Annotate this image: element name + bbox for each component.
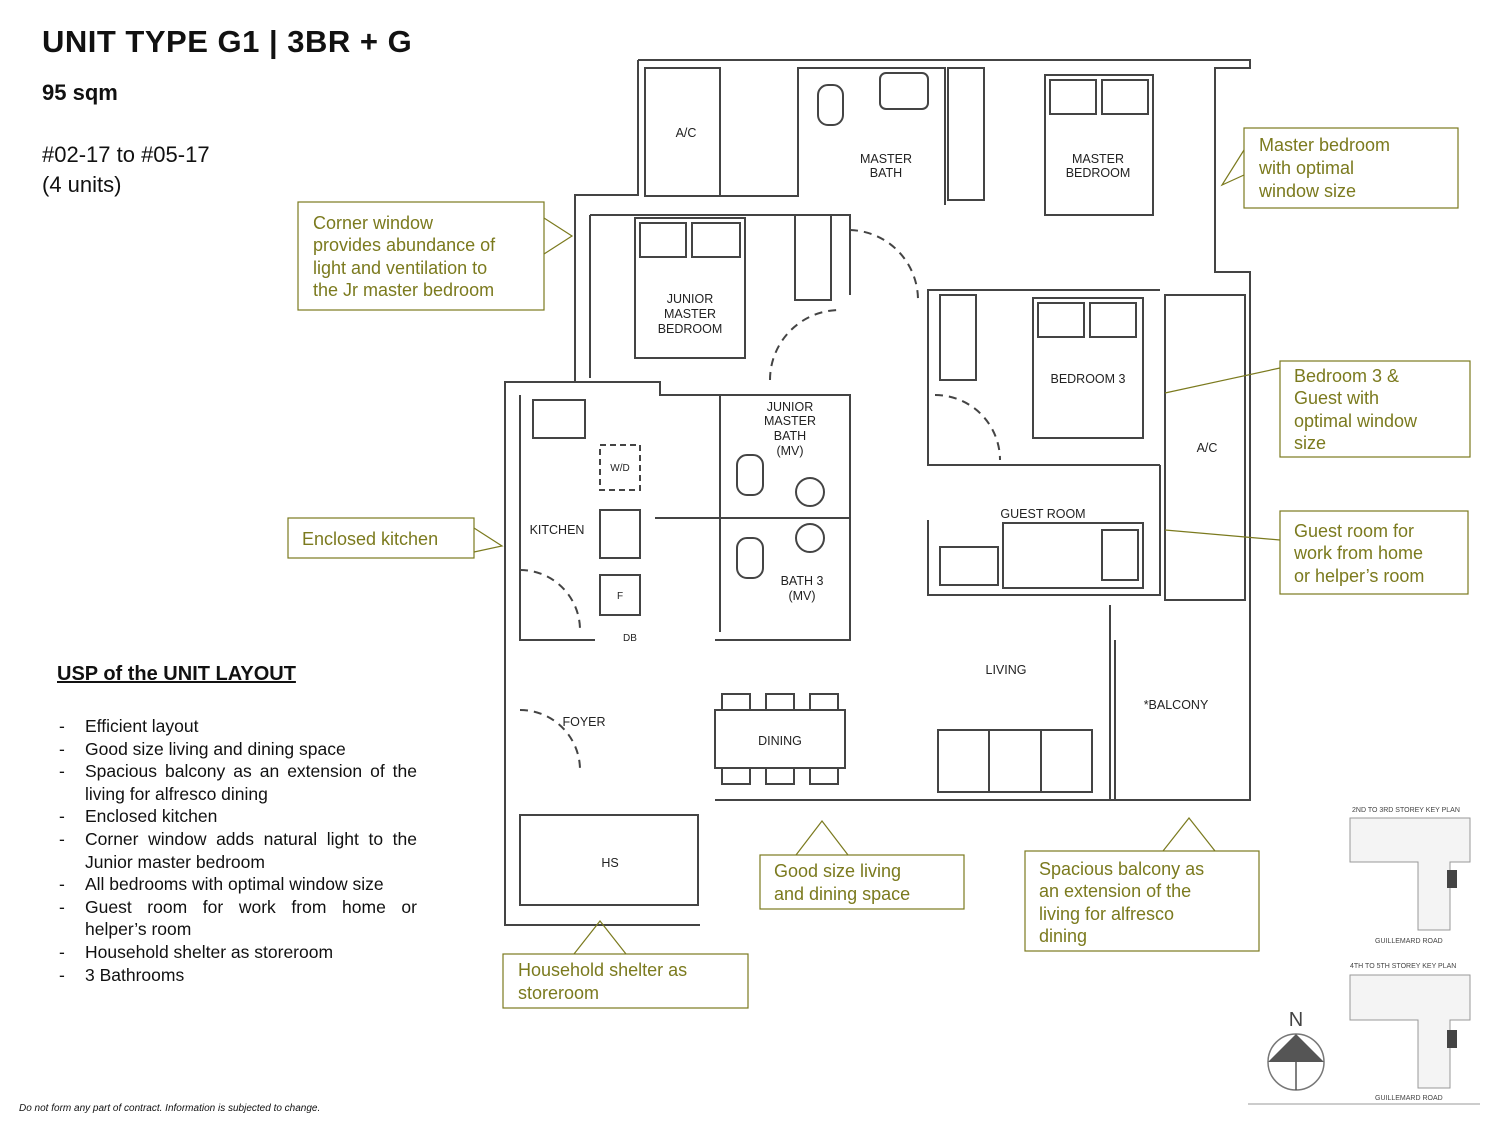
callout-pointer [1222,150,1244,185]
room-label-db: DB [623,633,637,644]
wc-jr [737,455,763,495]
usp-item: - Corner window adds natural light to the Junior master bedroom [57,828,417,873]
jr-pillow [640,223,686,257]
north-label: N [1288,1009,1304,1031]
master-bath-walls [720,68,945,196]
dining-chair [766,694,794,710]
callout-master-text: with optimal [1259,158,1355,178]
room-label-bath3: BATH 3 [780,574,824,588]
callout-bed3-text: size [1294,433,1327,453]
callout-balcony-text: living for alfresco [1039,904,1175,924]
guest-wardrobe [940,547,998,585]
usp-item: - Enclosed kitchen [57,805,417,828]
door-swing [770,310,840,380]
room-label-jr-master: BEDROOM [657,322,723,336]
key-plan-upper [1350,807,1470,945]
room-label-jr-master: JUNIOR [666,292,714,306]
callout-master-text: Master bedroom [1259,135,1391,155]
key-plan-unit-marker [1447,870,1457,888]
door-swing [935,395,1000,460]
basin-jr [796,478,824,506]
room-label-jr-master: MASTER [663,307,717,321]
callout-pointer [544,218,572,254]
room-label-kitchen: KITCHEN [529,523,585,537]
room-label-master-bath: BATH [869,166,903,180]
jr-wardrobe [795,215,831,300]
door-swing [850,230,918,300]
door-swing [520,570,580,630]
wc-bath3 [737,538,763,578]
basin-master [880,73,928,109]
callout-bed3-text: optimal window [1294,411,1418,431]
room-label-dining: DINING [758,734,802,748]
key-plan-title: 4TH TO 5TH STOREY KEY PLAN [1350,963,1457,970]
dining-chair [722,768,750,784]
kitchen-sink [533,400,585,438]
room-label-jr-bath: BATH [773,429,807,443]
room-label-wd: W/D [610,463,630,474]
usp-item: - Spacious balcony as an extension of the living for alfresco dining [57,760,417,805]
callout-corner-text: light and ventilation to [313,258,488,278]
usp-item: - Good size living and dining space [57,738,417,761]
room-label-foyer: FOYER [562,715,606,729]
kitchen-walls [520,395,595,640]
usp-item: - Guest room for work from home or helper’s room [57,896,417,941]
callout-bed3-text: Guest with [1294,388,1380,408]
room-label-jr-bath: JUNIOR [766,400,814,414]
dining-chair [766,768,794,784]
callout-guest-text: work from home [1294,543,1424,563]
key-plan-lower [1350,963,1470,1102]
jr-master-walls [590,215,850,295]
callout-living-text: Good size living [774,861,902,881]
jr-pillow [692,223,740,257]
callout-pointer [1165,530,1280,540]
dining-chair [722,694,750,710]
room-label-ac-top: A/C [675,126,697,140]
callout-balcony-text: Spacious balcony as [1039,859,1205,879]
room-label-balcony: *BALCONY [1143,698,1209,712]
bed3-pillow [1038,303,1084,337]
basin-bath3 [796,524,824,552]
callout-hs-text: storeroom [518,983,600,1003]
wc-master [818,85,843,125]
bed3-pillow [1090,303,1136,337]
room-label-master-bedroom: MASTER [1071,152,1125,166]
callout-kitchen-text: Enclosed kitchen [302,529,439,549]
callout-guest-text: Guest room for [1294,521,1415,541]
callout-guest-text: or helper’s room [1294,566,1425,586]
room-label-bedroom3: BEDROOM 3 [1050,372,1126,386]
room-label-bath3: (MV) [788,589,816,603]
unit-count-text: (4 units) [42,172,122,197]
unit-range-text: #02-17 to #05-17 [42,142,210,167]
callout-bed3-text: Bedroom 3 & [1294,366,1400,386]
key-plan-title: 2ND TO 3RD STOREY KEY PLAN [1352,807,1460,814]
room-label-fridge: F [616,591,624,602]
unit-type-title: UNIT TYPE G1 | 3BR + G [42,24,413,59]
master-pillow [1102,80,1148,114]
bed3-wardrobe [940,295,976,380]
master-bed [1045,75,1153,215]
key-plan-unit-marker [1447,1030,1457,1048]
guest-bed [1003,523,1143,588]
master-pillow [1050,80,1096,114]
room-label-guest: GUEST ROOM [1000,507,1086,521]
sofa [938,730,1092,792]
disclaimer: Do not form any part of contract. Information is subjected to change. [19,1103,321,1114]
usp-item: - Efficient layout [57,715,417,738]
callout-pointer [796,821,848,855]
dining-chair [810,768,838,784]
callout-balcony-text: dining [1039,926,1088,946]
guest-pillow [1102,530,1138,580]
north-arrow-icon [1268,1009,1324,1090]
callout-pointer [1165,368,1280,393]
outer-wall-left [505,60,700,925]
master-wardrobe [948,68,984,200]
room-label-jr-bath: (MV) [776,444,804,458]
dining-chair [810,694,838,710]
callout-corner-text: the Jr master bedroom [313,280,495,300]
room-label-master-bedroom: BEDROOM [1065,166,1131,180]
callout-corner-text: provides abundance of [313,235,496,255]
key-plan-road: GUILLEMARD ROAD [1375,938,1443,945]
callout-corner-text: Corner window [313,213,434,233]
unit-area: 95 sqm [42,80,118,105]
kitchen-hob [600,510,640,558]
callout-pointer [1163,818,1215,851]
jr-master-bed [635,218,745,358]
usp-item: - Household shelter as storeroom [57,941,417,964]
usp-item: - All bedrooms with optimal window size [57,873,417,896]
room-label-living: LIVING [985,663,1027,677]
callout-living-text: and dining space [774,884,911,904]
callout-pointer [474,528,502,552]
usp-item: - 3 Bathrooms [57,964,417,987]
callout-hs-text: Household shelter as [518,960,688,980]
key-plan-road: GUILLEMARD ROAD [1375,1095,1443,1102]
callout-balcony-text: an extension of the [1039,881,1192,901]
bedroom3-bed [1033,298,1143,438]
usp-heading: USP of the UNIT LAYOUT [57,663,296,685]
callout-master-text: window size [1259,181,1357,201]
room-label-master-bath: MASTER [859,152,913,166]
room-label-ac-right: A/C [1196,441,1218,455]
walls [505,60,1250,925]
room-label-jr-bath: MASTER [763,414,817,428]
room-label-hs: HS [601,856,619,870]
